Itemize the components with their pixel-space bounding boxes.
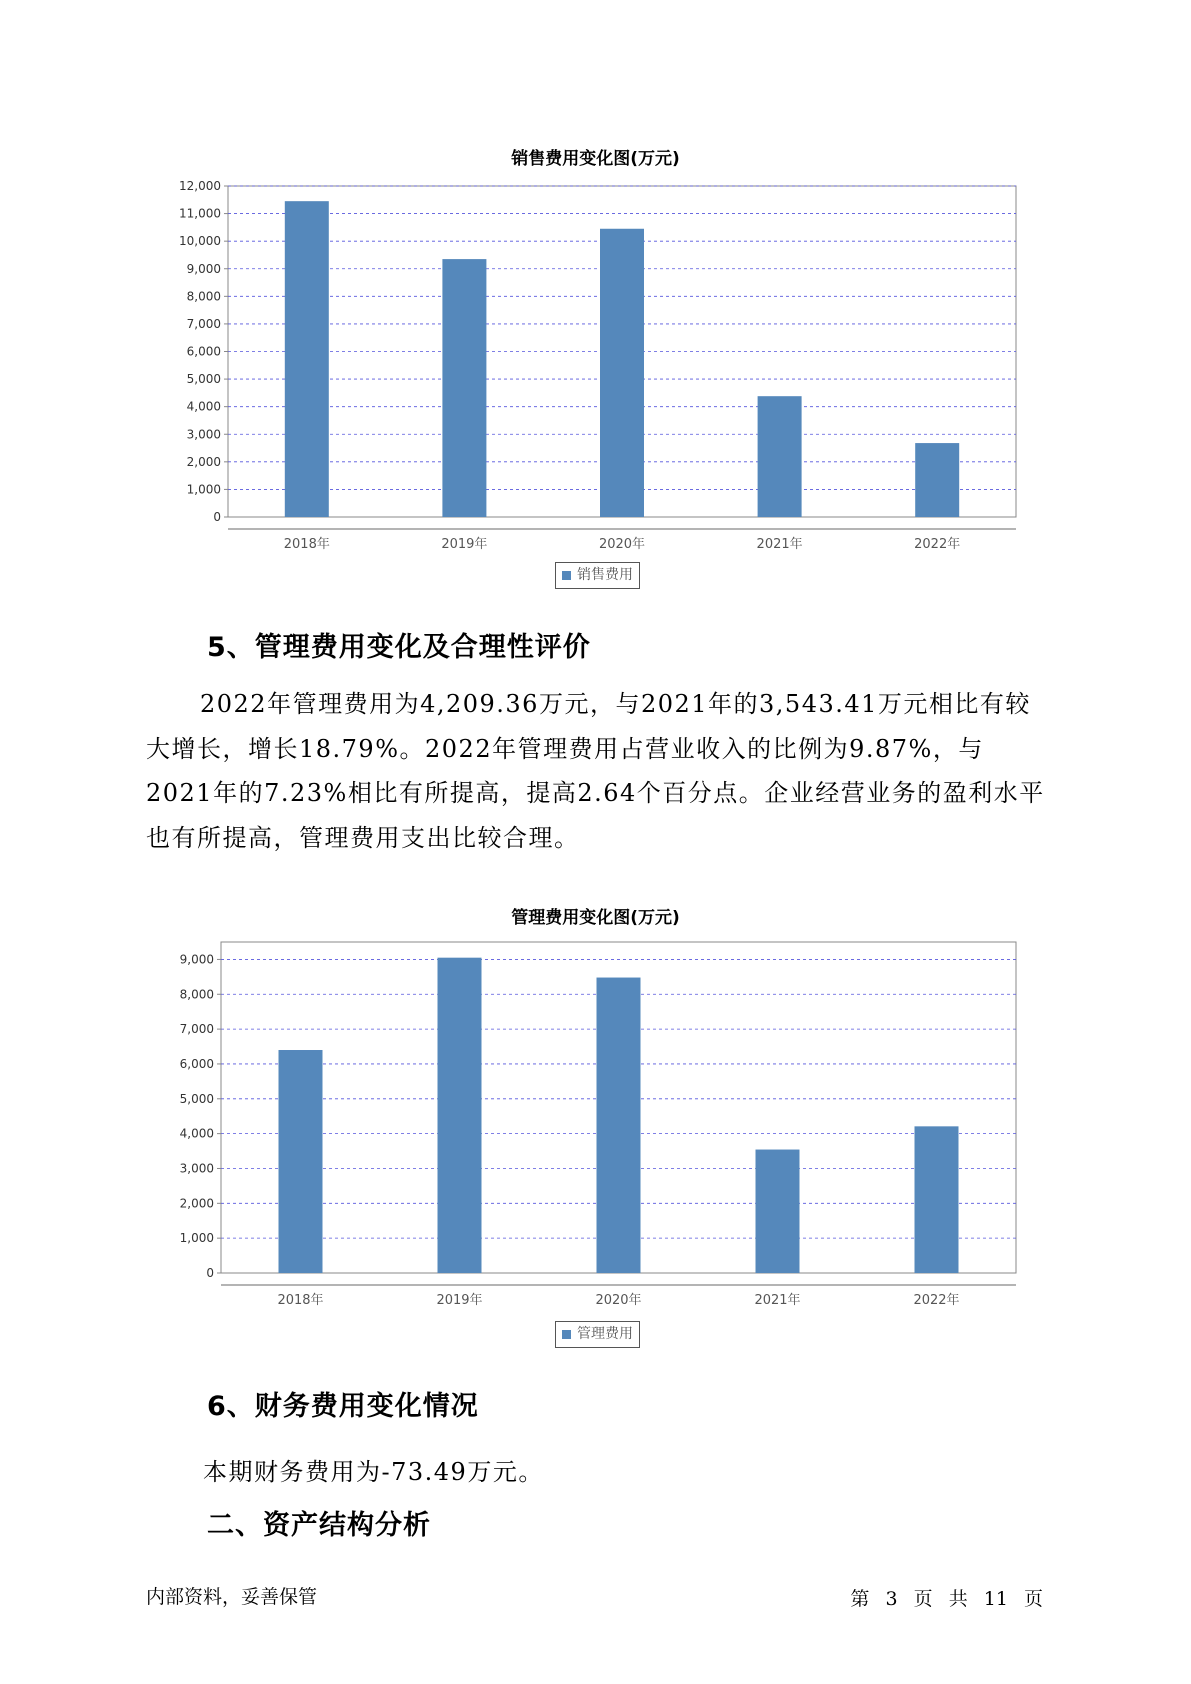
chart-2-y-tick-label: 7,000 xyxy=(179,1022,214,1037)
footer-page-indicator xyxy=(848,1584,1045,1611)
chart-2-x-tick-label: 2022年 xyxy=(913,1293,960,1308)
section-5-heading: 5、管理费用变化及合理性评价 xyxy=(207,632,591,663)
chart-1-y-tick-label: 9,000 xyxy=(186,261,221,276)
chart-2-bar-2020年 xyxy=(597,978,641,1273)
footer-confidential-note: 内部资料，妥善保管 xyxy=(146,1586,318,1608)
chart-2-y-tick-label: 6,000 xyxy=(179,1056,214,1071)
chart-2-bar-2019年 xyxy=(438,958,482,1273)
chart-2-x-tick-label: 2018年 xyxy=(277,1293,324,1308)
footer-total-prefix: 共 xyxy=(948,1588,968,1610)
chart-1-x-tick-label: 2019年 xyxy=(441,537,488,552)
chart-1-y-tick-label: 5,000 xyxy=(186,372,221,387)
chart-2-legend-label: 管理费用 xyxy=(577,1326,633,1342)
chart-1-y-tick-label: 12,000 xyxy=(179,179,221,193)
chart-1-legend-label: 销售费用 xyxy=(577,567,633,583)
chart-2-x-tick-label: 2020年 xyxy=(595,1293,642,1308)
chart-1-y-tick-label: 8,000 xyxy=(186,289,221,304)
chart-2-bar-2022年 xyxy=(915,1126,959,1273)
chart-1-y-tick-label: 2,000 xyxy=(186,454,221,469)
chart-1-y-tick-label: 3,000 xyxy=(186,427,221,442)
chart-1-y-tick-label: 6,000 xyxy=(186,344,221,359)
chart-2-y-tick-label: 5,000 xyxy=(179,1091,214,1106)
footer-total-suffix: 页 xyxy=(1023,1588,1043,1610)
chart-1-x-tick-label: 2018年 xyxy=(283,537,330,552)
chart-2-y-tick-label: 2,000 xyxy=(179,1196,214,1211)
chart-1-y-tick-label: 1,000 xyxy=(186,482,221,497)
chart-2-bar-2021年 xyxy=(756,1150,800,1273)
chart-2-y-tick-label: 3,000 xyxy=(179,1161,214,1176)
chart-2-y-tick-label: 9,000 xyxy=(179,952,214,967)
chart-1-y-tick-label: 10,000 xyxy=(179,234,221,249)
chart-2-y-tick-label: 4,000 xyxy=(179,1126,214,1141)
chart-1-x-tick-label: 2021年 xyxy=(756,537,803,552)
chart-2-x-tick-label: 2021年 xyxy=(754,1293,801,1308)
footer-page-suffix: 页 xyxy=(913,1588,933,1610)
section-6-text: 本期财务费用为-73.49万元。 xyxy=(203,1458,544,1486)
chart-2-y-tick-label: 8,000 xyxy=(179,987,214,1002)
footer-total-number: 11 xyxy=(983,1588,1008,1610)
chart-1-title: 销售费用变化图(万元) xyxy=(511,149,680,169)
section-two-heading: 二、资产结构分析 xyxy=(207,1510,431,1541)
footer-page-prefix: 第 xyxy=(850,1588,870,1610)
chart-1-y-tick-label: 4,000 xyxy=(186,399,221,414)
chart-2-legend xyxy=(555,1321,640,1348)
chart-1-y-tick-label: 0 xyxy=(213,510,221,524)
chart-2-y-tick-label: 0 xyxy=(206,1266,214,1280)
chart-2-title: 管理费用变化图(万元) xyxy=(511,908,680,928)
chart-1-y-tick-label: 11,000 xyxy=(179,206,221,221)
chart-2-x-tick-label: 2019年 xyxy=(436,1293,483,1308)
chart-1-x-tick-label: 2022年 xyxy=(914,537,961,552)
chart-2-y-tick-label: 1,000 xyxy=(179,1231,214,1246)
chart-1-y-tick-label: 7,000 xyxy=(186,316,221,331)
chart-2-bar-2018年 xyxy=(279,1050,323,1273)
footer-page-number: 3 xyxy=(885,1588,898,1610)
legend-swatch xyxy=(562,1330,571,1339)
chart-1-x-tick-label: 2020年 xyxy=(598,537,646,552)
section-6-heading: 6、财务费用变化情况 xyxy=(207,1391,479,1422)
section-5-paragraph-text: 2022年管理费用为4,209.36万元，与2021年的3,543.41万元相比有较大增长，增长18.79%。2022年管理费用占营业收入的比例为9.87%，与2021年的7.23%相比有所提高，提高2.64个百分点。企业经营业务的盈利水平也有所提高，管理费用支出比较合理。 xyxy=(146,690,1045,853)
